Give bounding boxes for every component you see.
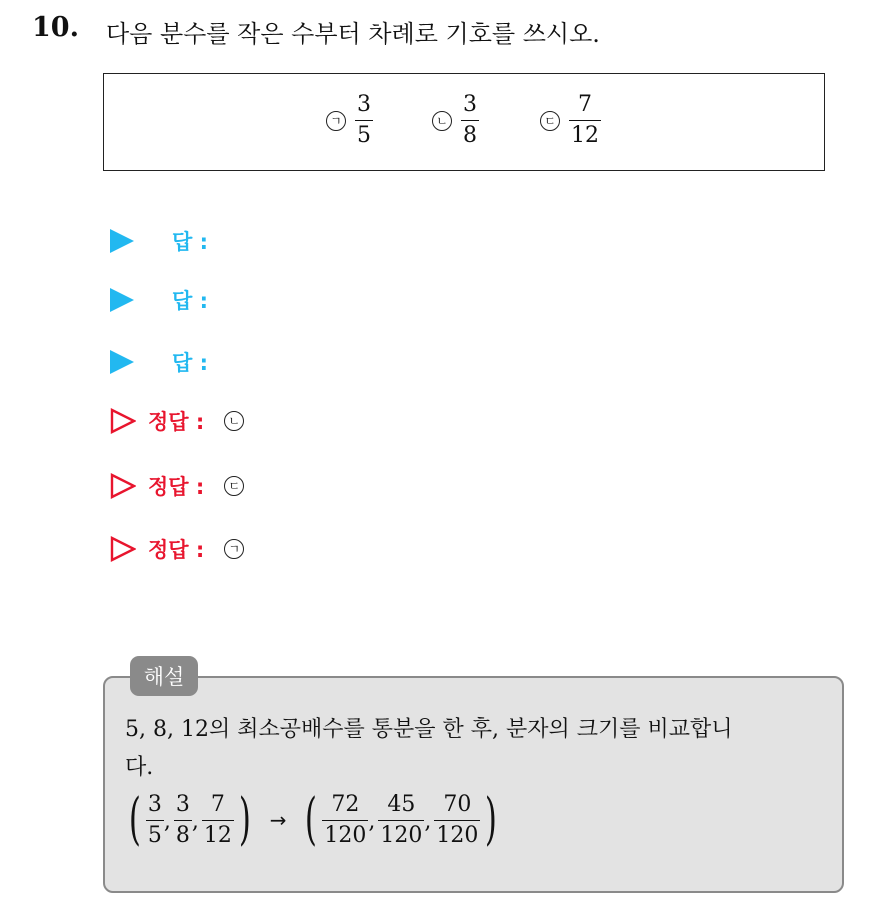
comma: , (368, 809, 376, 834)
question-text: 다음 분수를 작은 수부터 차례로 기호를 쓰시오. (106, 20, 600, 48)
choice-box (103, 73, 825, 171)
denominator: 5 (355, 120, 373, 147)
correct-label: 정답 : (148, 475, 205, 499)
comma: , (424, 809, 432, 834)
fraction (461, 94, 479, 147)
fraction (174, 791, 192, 848)
answer-row-2[interactable] (110, 285, 208, 315)
circled-symbol: ㄴ (432, 111, 452, 131)
numerator: 7 (210, 791, 225, 817)
fraction (355, 94, 373, 147)
right-paren: ) (485, 787, 498, 852)
denominator: 120 (322, 820, 368, 847)
denominator: 5 (146, 820, 164, 847)
numerator: 7 (578, 92, 592, 117)
fraction (378, 791, 424, 848)
arrow-icon: → (269, 808, 287, 832)
correct-row-1 (110, 406, 253, 436)
numerator: 70 (443, 791, 472, 817)
explanation-math (124, 787, 502, 852)
numerator: 3 (357, 92, 371, 117)
denominator: 12 (569, 120, 601, 147)
left-paren: ( (128, 787, 141, 852)
answer-label: 답 : (172, 289, 208, 313)
fraction (202, 791, 234, 848)
answer-label: 답 : (172, 230, 208, 254)
comma: , (191, 809, 199, 834)
correct-value: ㄷ (224, 476, 244, 496)
outline-triangle-icon (110, 408, 136, 434)
filled-triangle-icon (110, 229, 134, 253)
outline-triangle-icon (110, 473, 136, 499)
explanation-box (103, 676, 844, 893)
fraction (434, 791, 480, 848)
correct-row-3 (110, 534, 253, 564)
denominator: 120 (434, 820, 480, 847)
numerator: 72 (331, 791, 360, 817)
correct-value: ㄴ (224, 411, 244, 431)
filled-triangle-icon (110, 350, 134, 374)
denominator: 8 (461, 120, 479, 147)
answer-label: 답 : (172, 351, 208, 375)
numerator: 3 (463, 92, 477, 117)
explanation-line-1: 5, 8, 12의 최소공배수를 통분을 한 후, 분자의 크기를 비교합니 (125, 717, 733, 742)
filled-triangle-icon (110, 288, 134, 312)
denominator: 8 (174, 820, 192, 847)
circled-symbol: ㄷ (540, 111, 560, 131)
question-number: 10. (32, 12, 79, 43)
comma: , (163, 809, 171, 834)
numerator: 45 (387, 791, 416, 817)
explanation-tab: 해설 (130, 656, 198, 696)
right-paren: ) (238, 787, 251, 852)
denominator: 120 (378, 820, 424, 847)
fraction (146, 791, 164, 848)
choice-b (432, 94, 479, 147)
correct-value: ㄱ (224, 539, 244, 559)
answer-row-1[interactable] (110, 226, 208, 256)
fraction (569, 94, 601, 147)
correct-label: 정답 : (148, 410, 205, 434)
correct-label: 정답 : (148, 538, 205, 562)
choice-a (326, 94, 373, 147)
numerator: 3 (175, 791, 190, 817)
fraction (322, 791, 368, 848)
denominator: 12 (202, 820, 234, 847)
outline-triangle-icon (110, 536, 136, 562)
correct-row-2 (110, 471, 253, 501)
choice-c (540, 94, 601, 147)
explanation-line-2: 다. (125, 755, 154, 780)
left-paren: ( (305, 787, 318, 852)
answer-row-3[interactable] (110, 347, 208, 377)
circled-symbol: ㄱ (326, 111, 346, 131)
numerator: 3 (147, 791, 162, 817)
